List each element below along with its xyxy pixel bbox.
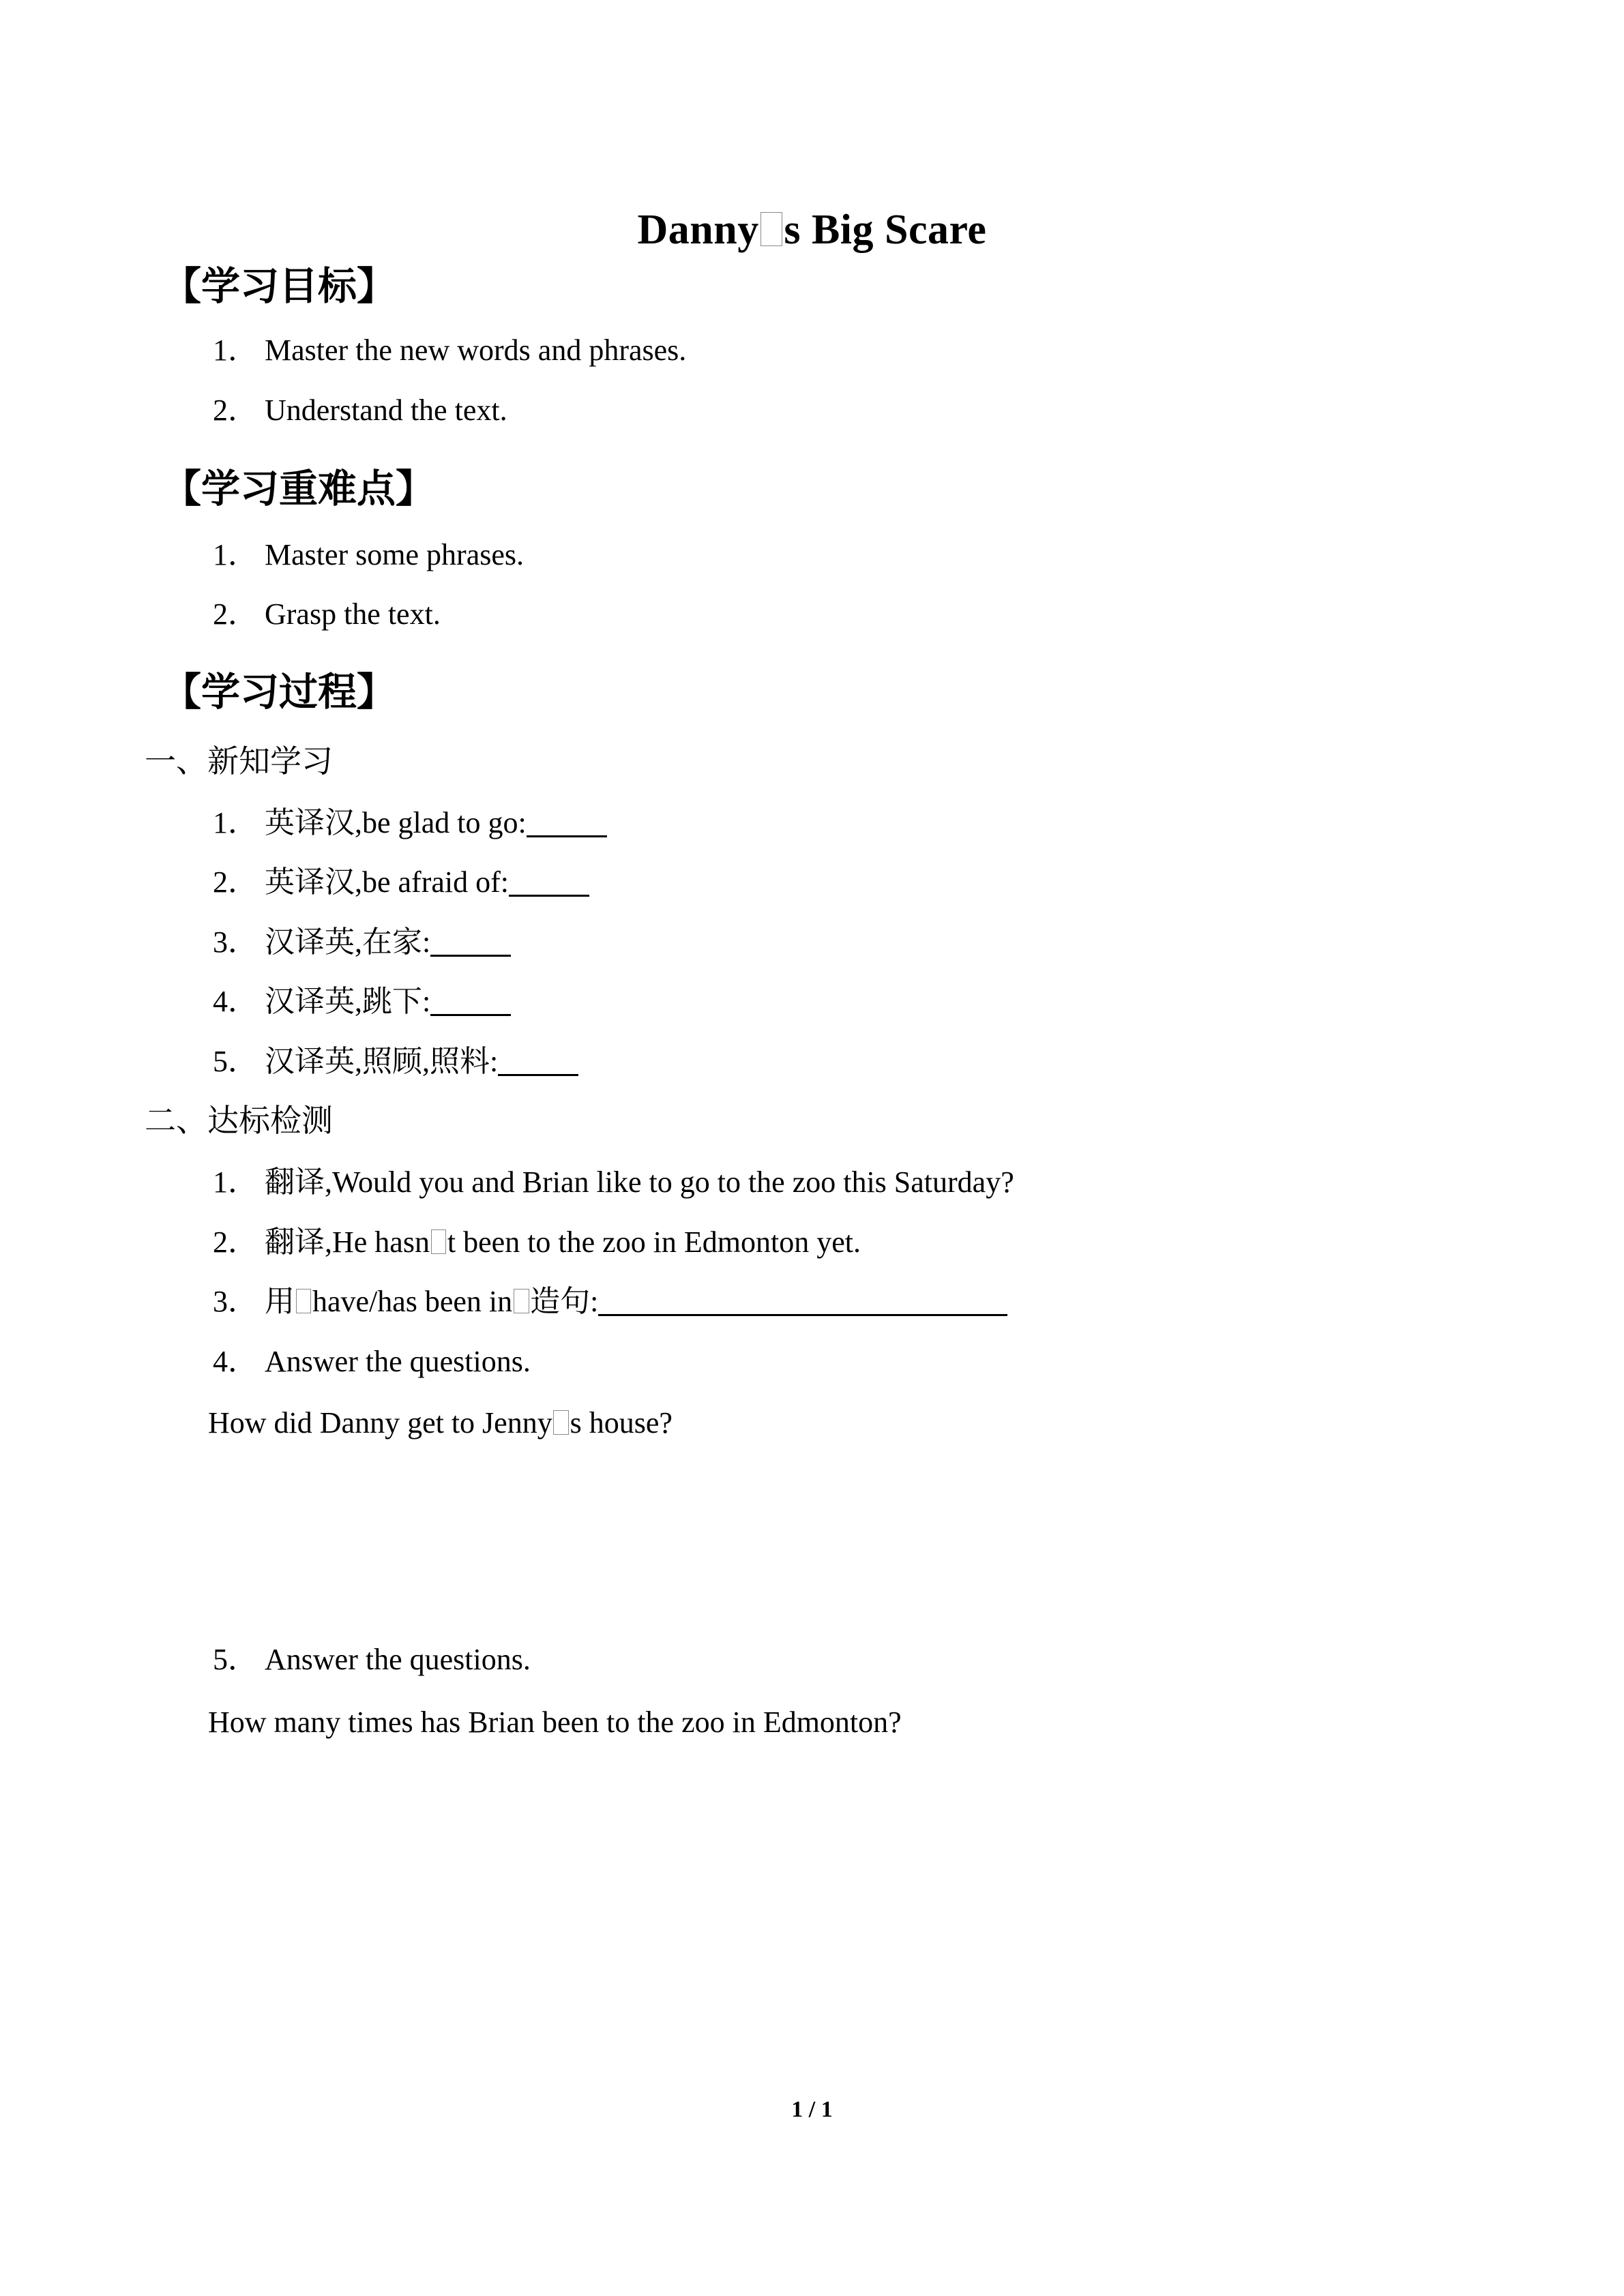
list-item-number: 1． xyxy=(213,333,258,367)
list-item-number: 5． xyxy=(213,1045,258,1078)
list-item-number: 5． xyxy=(213,1643,258,1676)
page-title-after: s Big Scare xyxy=(784,207,987,253)
list-item-number: 3． xyxy=(213,925,258,959)
list-item-label: 汉译英,照顾,照料: xyxy=(265,1045,499,1078)
fill-in-blank[interactable] xyxy=(430,955,511,957)
list-item xyxy=(213,1163,1014,1202)
question-line xyxy=(208,1403,673,1442)
list-item xyxy=(213,1342,531,1381)
list-item-number: 2． xyxy=(213,865,258,899)
section-heading-objectives: 【学习目标】 xyxy=(162,265,396,308)
list-item-label-before: 翻译,He hasn xyxy=(265,1225,430,1259)
list-item-number: 2． xyxy=(213,597,258,631)
page-title xyxy=(0,205,1624,255)
list-item-number: 1． xyxy=(213,1165,258,1199)
missing-glyph-icon xyxy=(553,1410,569,1434)
section-heading-process: 【学习过程】 xyxy=(162,671,396,714)
list-item xyxy=(213,863,589,901)
list-item-label: 翻译,Would you and Brian like to go to the zoo this Saturday? xyxy=(265,1165,1014,1199)
list-item-label: 汉译英,跳下: xyxy=(265,985,431,1018)
list-item-label: 英译汉,be glad to go: xyxy=(265,806,527,839)
list-item xyxy=(213,803,607,842)
missing-glyph-icon xyxy=(431,1229,447,1253)
question-text-before: How did Danny get to Jenny xyxy=(208,1406,552,1440)
fill-in-blank[interactable] xyxy=(430,1014,511,1016)
page-number-footer: 1 / 1 xyxy=(791,2097,833,2122)
list-item xyxy=(213,535,524,574)
missing-glyph-icon xyxy=(296,1289,312,1313)
missing-glyph-icon xyxy=(514,1289,529,1313)
list-item xyxy=(213,982,511,1021)
fill-in-blank[interactable] xyxy=(509,895,589,897)
list-item-label: 英译汉,be afraid of: xyxy=(265,865,509,899)
list-item-number: 2． xyxy=(213,1225,258,1259)
list-item xyxy=(213,1640,531,1679)
question-line: How many times has Brian been to the zoo in Edmonton? xyxy=(208,1705,902,1739)
list-item-label: 汉译英,在家: xyxy=(265,925,431,959)
list-item-number: 1． xyxy=(213,806,258,839)
list-item-label-after: t been to the zoo in Edmonton yet. xyxy=(447,1225,861,1259)
list-item-number: 2． xyxy=(213,393,258,427)
list-item-label-after: 造句: xyxy=(530,1285,599,1318)
list-item-label: Grasp the text. xyxy=(265,597,441,631)
list-item-label: Answer the questions. xyxy=(265,1345,531,1378)
list-item-label: Master some phrases. xyxy=(265,538,525,571)
fill-in-blank[interactable] xyxy=(498,1074,578,1076)
section-heading-key-points: 【学习重难点】 xyxy=(162,468,434,511)
missing-glyph-icon xyxy=(761,212,782,246)
list-item-number: 3． xyxy=(213,1285,258,1318)
list-item-label: Understand the text. xyxy=(265,393,507,427)
list-item xyxy=(213,1223,861,1262)
list-item-number: 1． xyxy=(213,538,258,571)
list-item-number: 4． xyxy=(213,1345,258,1378)
list-item xyxy=(213,595,441,633)
list-item-label-middle: have/has been in xyxy=(312,1285,513,1318)
question-text-after: s house? xyxy=(570,1406,673,1440)
list-item-label: Master the new words and phrases. xyxy=(265,333,687,367)
fill-in-blank[interactable] xyxy=(527,835,607,837)
list-item xyxy=(213,331,686,370)
list-item xyxy=(213,1042,578,1081)
list-item-label: Answer the questions. xyxy=(265,1643,531,1676)
list-item-number: 4． xyxy=(213,985,258,1018)
fill-in-blank[interactable] xyxy=(598,1314,1007,1316)
page-title-before: Danny xyxy=(637,207,759,253)
list-item xyxy=(213,923,511,961)
list-item-label-before: 用 xyxy=(265,1285,295,1318)
subsection-heading-assessment: 二、达标检测 xyxy=(145,1103,333,1138)
list-item xyxy=(213,1282,1007,1321)
list-item xyxy=(213,391,507,430)
subsection-heading-new-knowledge: 一、新知学习 xyxy=(145,744,333,779)
